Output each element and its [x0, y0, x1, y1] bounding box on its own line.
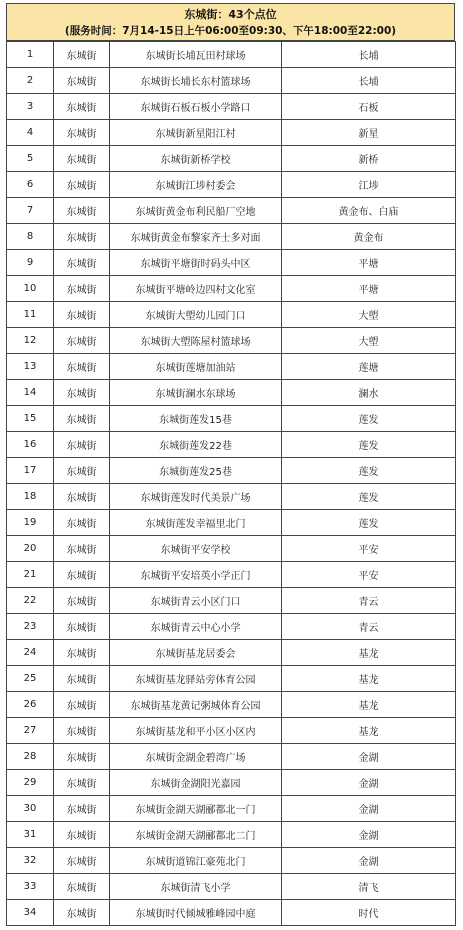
row-number: 10: [7, 276, 54, 302]
points-table-body: [7, 42, 456, 926]
row-number: 21: [7, 562, 54, 588]
table-row: [7, 718, 456, 744]
row-number: 6: [7, 172, 54, 198]
table-row: [7, 822, 456, 848]
row-community: 基龙: [282, 718, 456, 744]
row-location: 东城街石板石板小学路口: [110, 94, 282, 120]
row-number: 28: [7, 744, 54, 770]
row-community: 莲发: [282, 406, 456, 432]
row-location: 东城街基龙和平小区小区内: [110, 718, 282, 744]
row-community: 金湖: [282, 848, 456, 874]
row-number: 9: [7, 250, 54, 276]
row-street: 东城街: [54, 276, 110, 302]
row-street: 东城街: [54, 406, 110, 432]
row-street: 东城街: [54, 432, 110, 458]
table-row: [7, 406, 456, 432]
table-row: [7, 302, 456, 328]
table-row: [7, 562, 456, 588]
row-street: 东城街: [54, 510, 110, 536]
row-number: 16: [7, 432, 54, 458]
table-row: [7, 484, 456, 510]
table-row: [7, 380, 456, 406]
table-row: [7, 536, 456, 562]
row-community: 金湖: [282, 822, 456, 848]
row-location: 东城街金湖天湖郦都北二门: [110, 822, 282, 848]
row-street: 东城街: [54, 744, 110, 770]
row-community: 金湖: [282, 744, 456, 770]
table-row: [7, 614, 456, 640]
row-number: 19: [7, 510, 54, 536]
row-street: 东城街: [54, 692, 110, 718]
row-number: 8: [7, 224, 54, 250]
row-number: 22: [7, 588, 54, 614]
row-number: 1: [7, 42, 54, 68]
row-community: 青云: [282, 614, 456, 640]
row-number: 31: [7, 822, 54, 848]
row-street: 东城街: [54, 484, 110, 510]
row-community: 莲发: [282, 432, 456, 458]
row-location: 东城街基龙居委会: [110, 640, 282, 666]
row-location: 东城街江埗村委会: [110, 172, 282, 198]
row-number: 29: [7, 770, 54, 796]
row-location: 东城街金湖金碧湾广场: [110, 744, 282, 770]
row-location: 东城街平安培英小学正门: [110, 562, 282, 588]
row-community: 平塘: [282, 250, 456, 276]
points-table: [6, 41, 456, 926]
row-street: 东城街: [54, 172, 110, 198]
table-row: [7, 510, 456, 536]
row-location: 东城街大塱幼儿园门口: [110, 302, 282, 328]
row-street: 东城街: [54, 614, 110, 640]
row-community: 莲发: [282, 484, 456, 510]
row-number: 14: [7, 380, 54, 406]
row-community: 时代: [282, 900, 456, 926]
table-row: [7, 588, 456, 614]
row-community: 大塱: [282, 302, 456, 328]
row-location: 东城街长埔瓦田村球场: [110, 42, 282, 68]
row-street: 东城街: [54, 666, 110, 692]
table-row: [7, 224, 456, 250]
row-community: 黄金布、白庙: [282, 198, 456, 224]
table-row: [7, 666, 456, 692]
row-number: 33: [7, 874, 54, 900]
row-number: 7: [7, 198, 54, 224]
row-street: 东城街: [54, 588, 110, 614]
table-row: [7, 120, 456, 146]
row-community: 澜水: [282, 380, 456, 406]
row-location: 东城街莲发15巷: [110, 406, 282, 432]
table-row: [7, 432, 456, 458]
row-number: 23: [7, 614, 54, 640]
row-community: 长埔: [282, 42, 456, 68]
row-number: 12: [7, 328, 54, 354]
table-row: [7, 42, 456, 68]
row-community: 金湖: [282, 770, 456, 796]
row-street: 东城街: [54, 640, 110, 666]
row-community: 平安: [282, 562, 456, 588]
row-location: 东城街新桥学校: [110, 146, 282, 172]
table-row: [7, 770, 456, 796]
table-row: [7, 458, 456, 484]
row-number: 13: [7, 354, 54, 380]
row-street: 东城街: [54, 198, 110, 224]
service-time: (服务时间：7月14-15日上午06:00至09:30、下午18:00至22:00): [64, 25, 397, 37]
row-street: 东城街: [54, 120, 110, 146]
row-location: 东城街莲发25巷: [110, 458, 282, 484]
row-location: 东城街基龙驿站旁体育公园: [110, 666, 282, 692]
row-location: 东城街青云中心小学: [110, 614, 282, 640]
table-row: [7, 68, 456, 94]
row-number: 2: [7, 68, 54, 94]
row-street: 东城街: [54, 380, 110, 406]
row-location: 东城街基龙黄记粥城体育公园: [110, 692, 282, 718]
row-street: 东城街: [54, 146, 110, 172]
table-title: 东城街：43个点位: [184, 8, 277, 21]
row-location: 东城街大塱陈屋村篮球场: [110, 328, 282, 354]
row-location: 东城街青云小区门口: [110, 588, 282, 614]
row-number: 34: [7, 900, 54, 926]
row-community: 黄金布: [282, 224, 456, 250]
table-row: [7, 198, 456, 224]
row-street: 东城街: [54, 94, 110, 120]
table-row: [7, 640, 456, 666]
row-community: 金湖: [282, 796, 456, 822]
row-community: 基龙: [282, 692, 456, 718]
row-community: 大塱: [282, 328, 456, 354]
table-row: [7, 900, 456, 926]
row-location: 东城街时代倾城雅峰园中庭: [110, 900, 282, 926]
row-number: 32: [7, 848, 54, 874]
row-number: 27: [7, 718, 54, 744]
table-row: [7, 744, 456, 770]
table-row: [7, 172, 456, 198]
table-row: [7, 328, 456, 354]
row-community: 平安: [282, 536, 456, 562]
row-location: 东城街道锦江豪苑北门: [110, 848, 282, 874]
row-number: 5: [7, 146, 54, 172]
row-location: 东城街平塘街时码头中区: [110, 250, 282, 276]
row-street: 东城街: [54, 536, 110, 562]
row-location: 东城街莲发22巷: [110, 432, 282, 458]
row-number: 17: [7, 458, 54, 484]
row-community: 清飞: [282, 874, 456, 900]
row-location: 东城街黄金布利民船厂空地: [110, 198, 282, 224]
table-row: [7, 796, 456, 822]
row-number: 24: [7, 640, 54, 666]
row-number: 30: [7, 796, 54, 822]
row-street: 东城街: [54, 224, 110, 250]
row-location: 东城街莲发幸福里北门: [110, 510, 282, 536]
row-community: 新桥: [282, 146, 456, 172]
row-street: 东城街: [54, 718, 110, 744]
row-number: 20: [7, 536, 54, 562]
row-community: 莲塘: [282, 354, 456, 380]
row-street: 东城街: [54, 250, 110, 276]
table-row: [7, 146, 456, 172]
row-street: 东城街: [54, 328, 110, 354]
table-row: [7, 250, 456, 276]
row-community: 石板: [282, 94, 456, 120]
row-location: 东城街清飞小学: [110, 874, 282, 900]
row-location: 东城街黄金布黎家齐士多对面: [110, 224, 282, 250]
row-community: 江埗: [282, 172, 456, 198]
row-community: 基龙: [282, 666, 456, 692]
row-location: 东城街新星阳江村: [110, 120, 282, 146]
row-number: 3: [7, 94, 54, 120]
row-street: 东城街: [54, 458, 110, 484]
row-number: 11: [7, 302, 54, 328]
row-street: 东城街: [54, 42, 110, 68]
row-street: 东城街: [54, 562, 110, 588]
row-community: 莲发: [282, 510, 456, 536]
row-street: 东城街: [54, 900, 110, 926]
row-location: 东城街平安学校: [110, 536, 282, 562]
row-community: 新星: [282, 120, 456, 146]
row-street: 东城街: [54, 796, 110, 822]
row-street: 东城街: [54, 822, 110, 848]
row-number: 18: [7, 484, 54, 510]
table-header: [6, 3, 455, 41]
row-location: 东城街平塘岭边四村文化室: [110, 276, 282, 302]
table-row: [7, 848, 456, 874]
row-location: 东城街长埔长东村篮球场: [110, 68, 282, 94]
row-number: 15: [7, 406, 54, 432]
table-row: [7, 276, 456, 302]
row-location: 东城街澜水东球场: [110, 380, 282, 406]
row-number: 4: [7, 120, 54, 146]
row-street: 东城街: [54, 68, 110, 94]
table-row: [7, 874, 456, 900]
table-row: [7, 354, 456, 380]
row-location: 东城街莲发时代美景广场: [110, 484, 282, 510]
table-row: [7, 692, 456, 718]
row-number: 26: [7, 692, 54, 718]
row-street: 东城街: [54, 874, 110, 900]
row-location: 东城街金湖天湖郦都北一门: [110, 796, 282, 822]
row-location: 东城街莲塘加油站: [110, 354, 282, 380]
row-location: 东城街金湖阳光嘉园: [110, 770, 282, 796]
row-community: 莲发: [282, 458, 456, 484]
row-number: 25: [7, 666, 54, 692]
row-street: 东城街: [54, 302, 110, 328]
row-street: 东城街: [54, 354, 110, 380]
row-community: 平塘: [282, 276, 456, 302]
row-community: 青云: [282, 588, 456, 614]
row-community: 长埔: [282, 68, 456, 94]
row-community: 基龙: [282, 640, 456, 666]
row-street: 东城街: [54, 770, 110, 796]
table-row: [7, 94, 456, 120]
row-street: 东城街: [54, 848, 110, 874]
